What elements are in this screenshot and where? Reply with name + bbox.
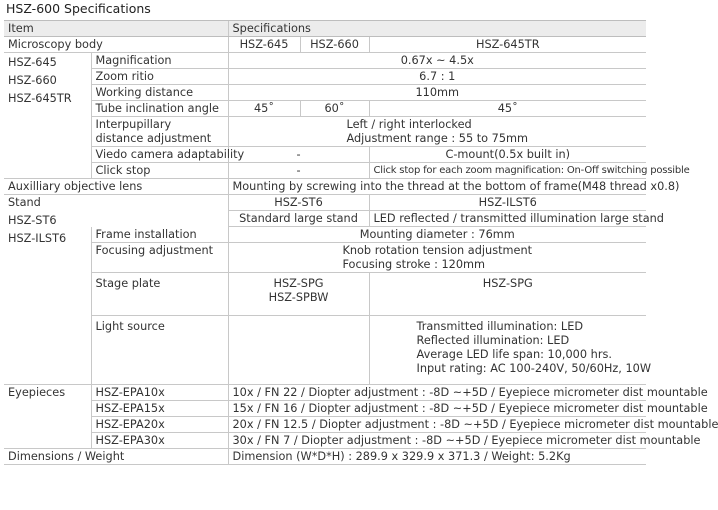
label-stage-plate: Stage plate bbox=[91, 273, 228, 316]
table-row bbox=[4, 85, 646, 101]
table-row bbox=[4, 385, 646, 401]
table-row bbox=[4, 101, 646, 117]
label-light-source: Light source bbox=[91, 316, 228, 385]
value-video-standard: - bbox=[228, 147, 369, 163]
table-row bbox=[4, 401, 646, 417]
table-row bbox=[4, 243, 646, 273]
value-frame-installation: Mounting diameter : 76mm bbox=[228, 227, 646, 243]
value-interpupillary: Left / right interlocked Adjustment range : 55 to 75mm bbox=[228, 117, 646, 147]
model-hsz-ilst6: HSZ-ILST6 bbox=[369, 195, 646, 211]
table-row bbox=[4, 195, 646, 211]
model-hsz-645: HSZ-645 bbox=[228, 37, 300, 53]
eyepiece-model: HSZ-EPA20x bbox=[91, 417, 228, 433]
header-item: Item bbox=[4, 21, 228, 37]
model-hsz-660: HSZ-660 bbox=[300, 37, 369, 53]
table-row bbox=[4, 37, 646, 53]
value-aux-lens: Mounting by screwing into the thread at the bottom of frame(M48 thread x0.8) bbox=[228, 179, 646, 195]
eyepiece-spec: 15x / FN 16 / Diopter adjustment : -8D ~+5D / Eyepiece micrometer dist mountable bbox=[228, 401, 646, 417]
value-stage-st6: HSZ-SPG HSZ-SPBW bbox=[228, 273, 369, 316]
eyepiece-spec: 10x / FN 22 / Diopter adjustment : -8D ~+5D / Eyepiece micrometer dist mountable bbox=[228, 385, 646, 401]
label-interpupillary: Interpupillary distance adjustment bbox=[91, 117, 228, 147]
eyepiece-model: HSZ-EPA30x bbox=[91, 433, 228, 449]
label-focusing: Focusing adjustment bbox=[91, 243, 228, 273]
value-tube-645: 45˚ bbox=[228, 101, 300, 117]
label-tube-angle: Tube inclination angle bbox=[91, 101, 228, 117]
table-row bbox=[4, 273, 646, 316]
spec-table bbox=[4, 20, 718, 465]
page-title: HSZ-600 Specifications bbox=[6, 1, 151, 16]
label-click-stop: Click stop bbox=[91, 163, 228, 179]
value-click-645tr: Click stop for each zoom magnification: On-Off switching possible bbox=[369, 163, 646, 179]
value-light-source: Transmitted illumination: LED Reflected illumination: LED Average LED life span: 10,000 hrs. Input rating: AC 100-240V, 50/60Hz, 10W bbox=[369, 316, 646, 385]
value-dimensions: Dimension (W*D*H) : 289.9 x 329.9 x 371.3 / Weight: 5.2Kg bbox=[228, 449, 646, 465]
stand-group-models: HSZ-ST6 HSZ-ILST6 bbox=[4, 211, 91, 385]
label-aux-lens: Auxilliary objective lens bbox=[4, 179, 228, 195]
value-magnification: 0.67x ~ 4.5x bbox=[228, 53, 646, 69]
eyepiece-spec: 20x / FN 12.5 / Diopter adjustment : -8D ~+5D / Eyepiece micrometer dist mountable bbox=[228, 417, 646, 433]
row-label-microscopy: Microscopy body bbox=[4, 37, 228, 53]
value-tube-645tr: 45˚ bbox=[369, 101, 646, 117]
table-row bbox=[4, 69, 646, 85]
table-row bbox=[4, 433, 646, 449]
table-row bbox=[4, 117, 646, 147]
value-stage-ilst6: HSZ-SPG bbox=[369, 273, 646, 316]
microscopy-group-models: HSZ-645 HSZ-660 HSZ-645TR bbox=[4, 53, 91, 179]
label-zoom: Zoom ritio bbox=[91, 69, 228, 85]
table-row bbox=[4, 179, 646, 195]
table-row bbox=[4, 449, 646, 465]
value-video-645tr: C-mount(0.5x built in) bbox=[369, 147, 646, 163]
value-tube-660: 60˚ bbox=[300, 101, 369, 117]
table-row bbox=[4, 316, 646, 385]
label-eyepieces: Eyepieces bbox=[4, 385, 91, 449]
model-hsz-st6: HSZ-ST6 bbox=[228, 195, 369, 211]
value-focusing: Knob rotation tension adjustment Focusing stroke : 120mm bbox=[228, 243, 646, 273]
table-row bbox=[4, 211, 646, 227]
table-row bbox=[4, 53, 646, 69]
model-hsz-645tr: HSZ-645TR bbox=[369, 37, 646, 53]
table-row bbox=[4, 147, 646, 163]
table-header-row bbox=[4, 21, 646, 37]
eyepiece-model: HSZ-EPA10x bbox=[91, 385, 228, 401]
label-video-camera: Viedo camera adaptability bbox=[91, 147, 228, 163]
label-frame-installation: Frame installation bbox=[91, 227, 228, 243]
label-working-distance: Working distance bbox=[91, 85, 228, 101]
value-working-distance: 110mm bbox=[228, 85, 646, 101]
value-zoom: 6.7 : 1 bbox=[228, 69, 646, 85]
label-magnification: Magnification bbox=[91, 53, 228, 69]
type-standard-stand: Standard large stand bbox=[228, 211, 369, 227]
value-click-standard: - bbox=[228, 163, 369, 179]
eyepiece-model: HSZ-EPA15x bbox=[91, 401, 228, 417]
eyepiece-spec: 30x / FN 7 / Diopter adjustment : -8D ~+5D / Eyepiece micrometer dist mountable bbox=[228, 433, 646, 449]
header-specifications: Specifications bbox=[228, 21, 646, 37]
label-stand: Stand bbox=[8, 196, 41, 209]
label-dimensions: Dimensions / Weight bbox=[4, 449, 228, 465]
table-row bbox=[4, 417, 646, 433]
table-row bbox=[4, 163, 646, 179]
type-led-stand: LED reflected / transmitted illumination large stand bbox=[369, 211, 646, 227]
table-row bbox=[4, 227, 646, 243]
